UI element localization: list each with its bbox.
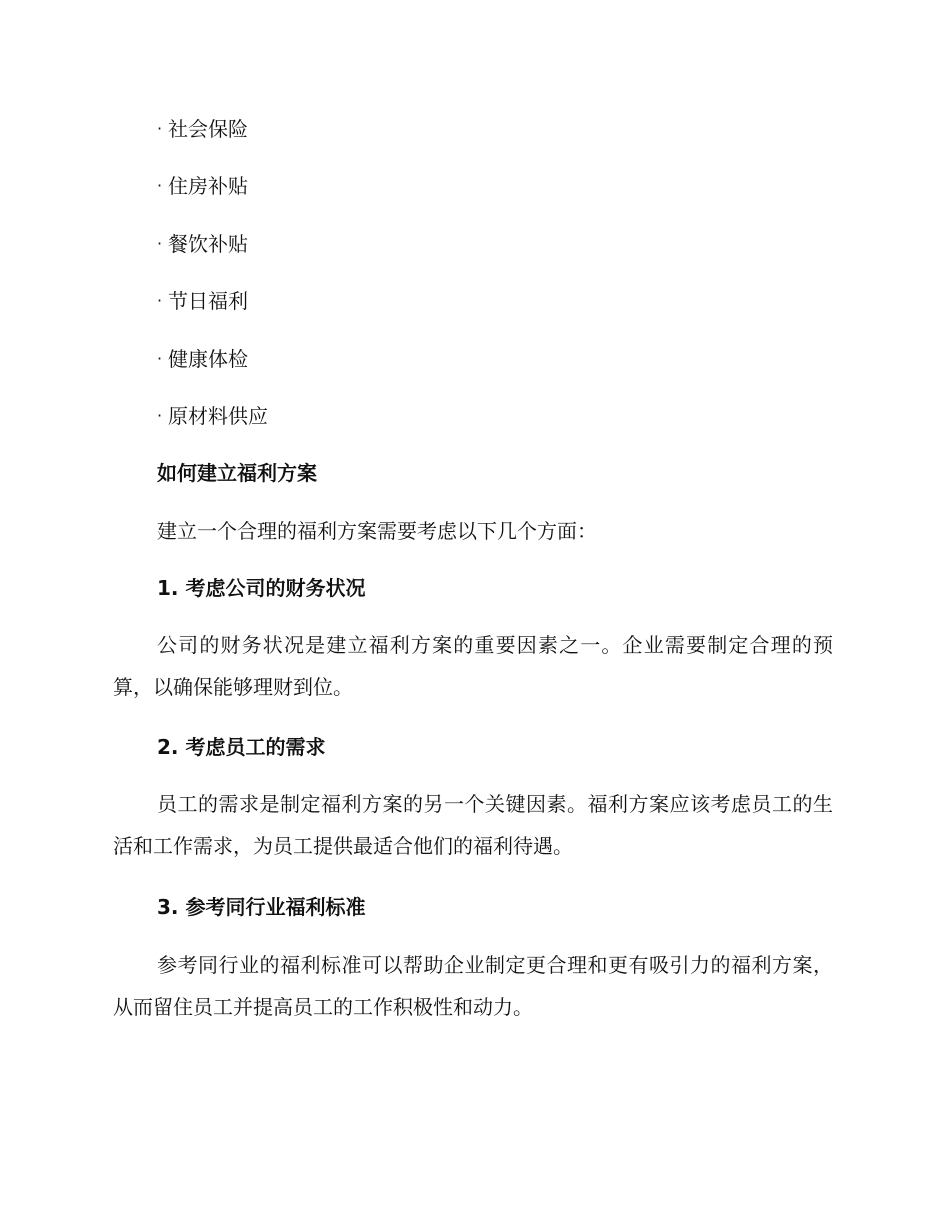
list-item-text: 餐饮补贴 (168, 231, 248, 256)
list-item (157, 227, 268, 284)
list-item (157, 169, 268, 226)
bullet-marker: · (157, 291, 163, 311)
list-item-text: 社会保险 (168, 117, 248, 141)
section-intro: 建立一个合理的福利方案需要考虑以下几个方面： (157, 519, 597, 543)
point-body-industry-standards: 参考同行业的福利标准可以帮助企业制定更合理和更有吸引力的福利方案，从而留住员工并提高员工的工作积极性和动力。 (113, 953, 833, 1019)
point-heading-finance: 1. 考虑公司的财务状况 (157, 576, 366, 600)
list-item (157, 112, 268, 169)
list-item-text: 原材料供应 (168, 403, 268, 428)
bullet-marker: · (157, 176, 163, 196)
bullet-marker: · (157, 119, 163, 138)
point-heading-industry-standards: 3. 参考同行业福利标准 (157, 895, 366, 919)
point-body-employee-needs: 员工的需求是制定福利方案的另一个关键因素。福利方案应该考虑员工的生活和工作需求，为员工提供最适合他们的福利待遇。 (113, 792, 833, 858)
list-item-text: 健康体检 (168, 346, 248, 371)
bullet-marker: · (157, 348, 163, 368)
section-heading: 如何建立福利方案 (157, 461, 317, 485)
list-item-text: 住房补贴 (168, 174, 248, 199)
bullet-marker: · (157, 405, 163, 425)
point-heading-employee-needs: 2. 考虑员工的需求 (157, 735, 326, 759)
list-item-text: 节日福利 (168, 289, 248, 314)
point-body-finance: 公司的财务状况是建立福利方案的重要因素之一。企业需要制定合理的预算，以确保能够理财到位。 (113, 633, 833, 699)
list-item (157, 284, 268, 341)
benefits-list (157, 112, 268, 456)
list-item (157, 399, 268, 456)
list-item (157, 342, 268, 399)
bullet-marker: · (157, 233, 163, 253)
